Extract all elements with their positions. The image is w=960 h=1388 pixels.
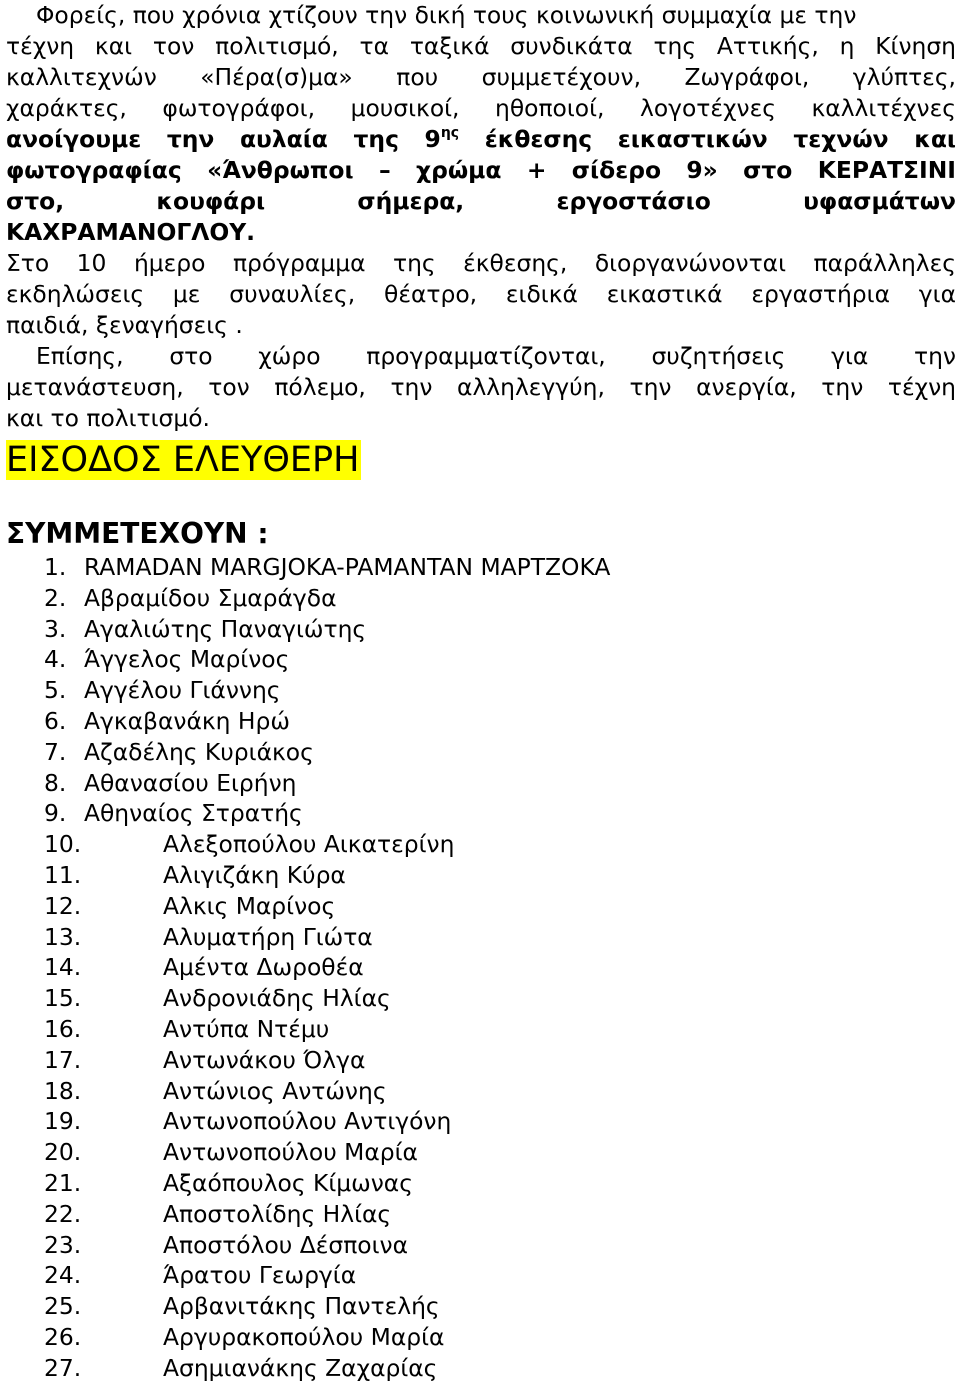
participant-number: 20. (44, 1138, 82, 1167)
program-line: εκδηλώσεις με συναυλίες, θέατρο, ειδικά εικαστικά εργαστήρια για (6, 280, 956, 308)
participant-name: Αρβανιτάκης Παντελής (163, 1292, 440, 1321)
participant-name: Αλεξοπούλου Αικατερίνη (163, 830, 455, 859)
participant-item (6, 798, 956, 829)
participant-number: 19. (44, 1107, 82, 1136)
participant-name: Αποστόλου Δέσποινα (163, 1230, 408, 1259)
intro-line: Φορείς, που χρόνια χτίζουν την δική τους κοινωνική συμμαχία με την (36, 1, 857, 29)
participant-item (6, 675, 956, 706)
participant-name: Αργυρακοπούλου Μαρία (163, 1322, 445, 1351)
program-line: παιδιά, ξεναγήσεις . (6, 311, 243, 339)
participant-number: 21. (44, 1168, 82, 1197)
intro-line: τέχνη και τον πολιτισμό, τα ταξικά συνδικάτα της Αττικής, η Κίνηση (6, 32, 956, 60)
intro-line: καλλιτεχνών «Πέρα(σ)μα» που συμμετέχουν, Ζωγράφοι, γλύπτες, (6, 63, 956, 91)
participant-item (6, 1322, 956, 1353)
participant-name: Αποστολίδης Ηλίας (163, 1199, 392, 1228)
participant-number: 14. (44, 953, 82, 982)
participant-item (6, 737, 956, 768)
program-paragraph (6, 248, 956, 341)
participant-name: Άρατου Γεωργία (163, 1261, 357, 1290)
participant-item (6, 614, 956, 645)
participant-name: Αλκις Μαρίνος (163, 891, 336, 920)
participant-number: 6. (44, 706, 67, 735)
participant-item (6, 1353, 956, 1384)
participant-name: RAMADAN MARGJOKA-PAMANTAN MAPTZOKA (84, 553, 611, 581)
participant-name: Αντωνάκου Όλγα (163, 1045, 366, 1074)
participant-number: 9. (44, 799, 67, 828)
intro-paragraph (6, 0, 956, 248)
participant-name: Άγγελος Μαρίνος (84, 645, 290, 674)
participant-number: 16. (44, 1014, 82, 1043)
participant-name: Αλυματήρη Γιώτα (163, 922, 373, 951)
participant-item (6, 768, 956, 799)
intro-bold-line: στο, κουφάρι σήμερα, εργοστάσιο υφασμάτων (6, 187, 956, 215)
participant-name: Αθηναίος Στρατής (84, 799, 303, 828)
participants-list (6, 552, 956, 1384)
participant-name: Αξαόπουλος Κίμωνας (163, 1168, 413, 1197)
participant-name: Ασημιανάκης Ζαχαρίας (163, 1353, 438, 1382)
participant-number: 15. (44, 984, 82, 1013)
participant-name: Αγαλιώτης Παναγιώτης (84, 614, 367, 643)
participant-number: 24. (44, 1261, 82, 1290)
participant-name: Αντύπα Ντέμυ (163, 1014, 330, 1043)
participant-name: Αντωνοπούλου Μαρία (163, 1138, 418, 1167)
intro-bold-line: ΚΑΧΡΑΜΑΝΟΓΛΟΥ. (6, 218, 256, 246)
participant-item (6, 1045, 956, 1076)
participant-item (6, 583, 956, 614)
participant-name: Αμέντα Δωροθέα (163, 953, 364, 982)
participant-number: 17. (44, 1045, 82, 1074)
discussions-line: και το πολιτισμό. (6, 404, 210, 432)
participant-name: Αθανασίου Ειρήνη (84, 768, 297, 797)
participant-name: Αβραμίδου Σμαράγδα (84, 583, 337, 612)
intro-bold-line: ανοίγουμε την αυλαία της $9^{\eta\varsigma}$ έκθεσης εικαστικών τεχνών και (6, 125, 956, 153)
participant-item (6, 1168, 956, 1199)
participant-number: 5. (44, 676, 67, 705)
participant-name: Αγκαβανάκη Ηρώ (84, 706, 290, 735)
discussions-line: μετανάστευση, τον πόλεμο, την αλληλεγγύη, την ανεργία, την τέχνη (6, 373, 956, 401)
participant-item (6, 1014, 956, 1045)
participant-number: 26. (44, 1322, 82, 1351)
participant-item (6, 1199, 956, 1230)
participant-item (6, 983, 956, 1014)
participant-number: 10. (44, 830, 82, 859)
participant-name: Αζαδέλης Κυριάκος (84, 737, 314, 766)
participant-number: 12. (44, 891, 82, 920)
participant-item (6, 706, 956, 737)
participant-number: 8. (44, 768, 67, 797)
participant-item (6, 860, 956, 891)
participant-name: Ανδρονιάδης Ηλίας (163, 984, 391, 1013)
free-entry-banner (6, 434, 956, 480)
document-page (6, 0, 956, 1384)
participant-number: 27. (44, 1353, 82, 1382)
participant-item (6, 952, 956, 983)
participant-item (6, 1260, 956, 1291)
participant-item (6, 1230, 956, 1261)
participant-item (6, 1076, 956, 1107)
participant-name: Αλιγιζάκη Κύρα (163, 860, 346, 889)
participant-item (6, 829, 956, 860)
participant-item (6, 1106, 956, 1137)
participant-number: 22. (44, 1199, 82, 1228)
participant-name: Αντώνιος Αντώνης (163, 1076, 387, 1105)
participant-item (6, 1291, 956, 1322)
participant-number: 1. (44, 553, 67, 581)
intro-line: χαράκτες, φωτογράφοι, μουσικοί, ηθοποιοί, λογοτέχνες καλλιτέχνες (6, 94, 956, 122)
intro-bold-line: φωτογραφίας «Άνθρωποι – χρώμα + σίδερο 9» στο ΚΕΡΑΤΣΙΝΙ (6, 156, 956, 184)
participant-item (6, 1137, 956, 1168)
participant-item (6, 922, 956, 953)
participant-number: 3. (44, 614, 67, 643)
participant-item (6, 891, 956, 922)
participant-number: 18. (44, 1076, 82, 1105)
participant-number: 25. (44, 1292, 82, 1321)
participant-name: Αγγέλου Γιάννης (84, 676, 281, 705)
discussions-line: Επίσης, στο χώρο προγραμματίζονται, συζητήσεις για την (36, 342, 956, 370)
discussions-paragraph (6, 341, 956, 434)
free-entry-text: ΕΙΣΟΔΟΣ ΕΛΕΥΘΕΡΗ (6, 440, 360, 480)
participant-item (6, 644, 956, 675)
participant-name: Αντωνοπούλου Αντιγόνη (163, 1107, 452, 1136)
participant-number: 2. (44, 583, 67, 612)
program-line: Στο 10 ήμερο πρόγραμμα της έκθεσης, διοργανώνονται παράλληλες (6, 249, 956, 277)
participants-heading: ΣΥΜΜΕΤΕΧΟΥΝ : (6, 517, 269, 550)
participant-item (6, 552, 956, 583)
participant-number: 23. (44, 1230, 82, 1259)
participant-number: 7. (44, 737, 67, 766)
participant-number: 11. (44, 860, 82, 889)
participant-number: 4. (44, 645, 67, 674)
participant-number: 13. (44, 922, 82, 951)
